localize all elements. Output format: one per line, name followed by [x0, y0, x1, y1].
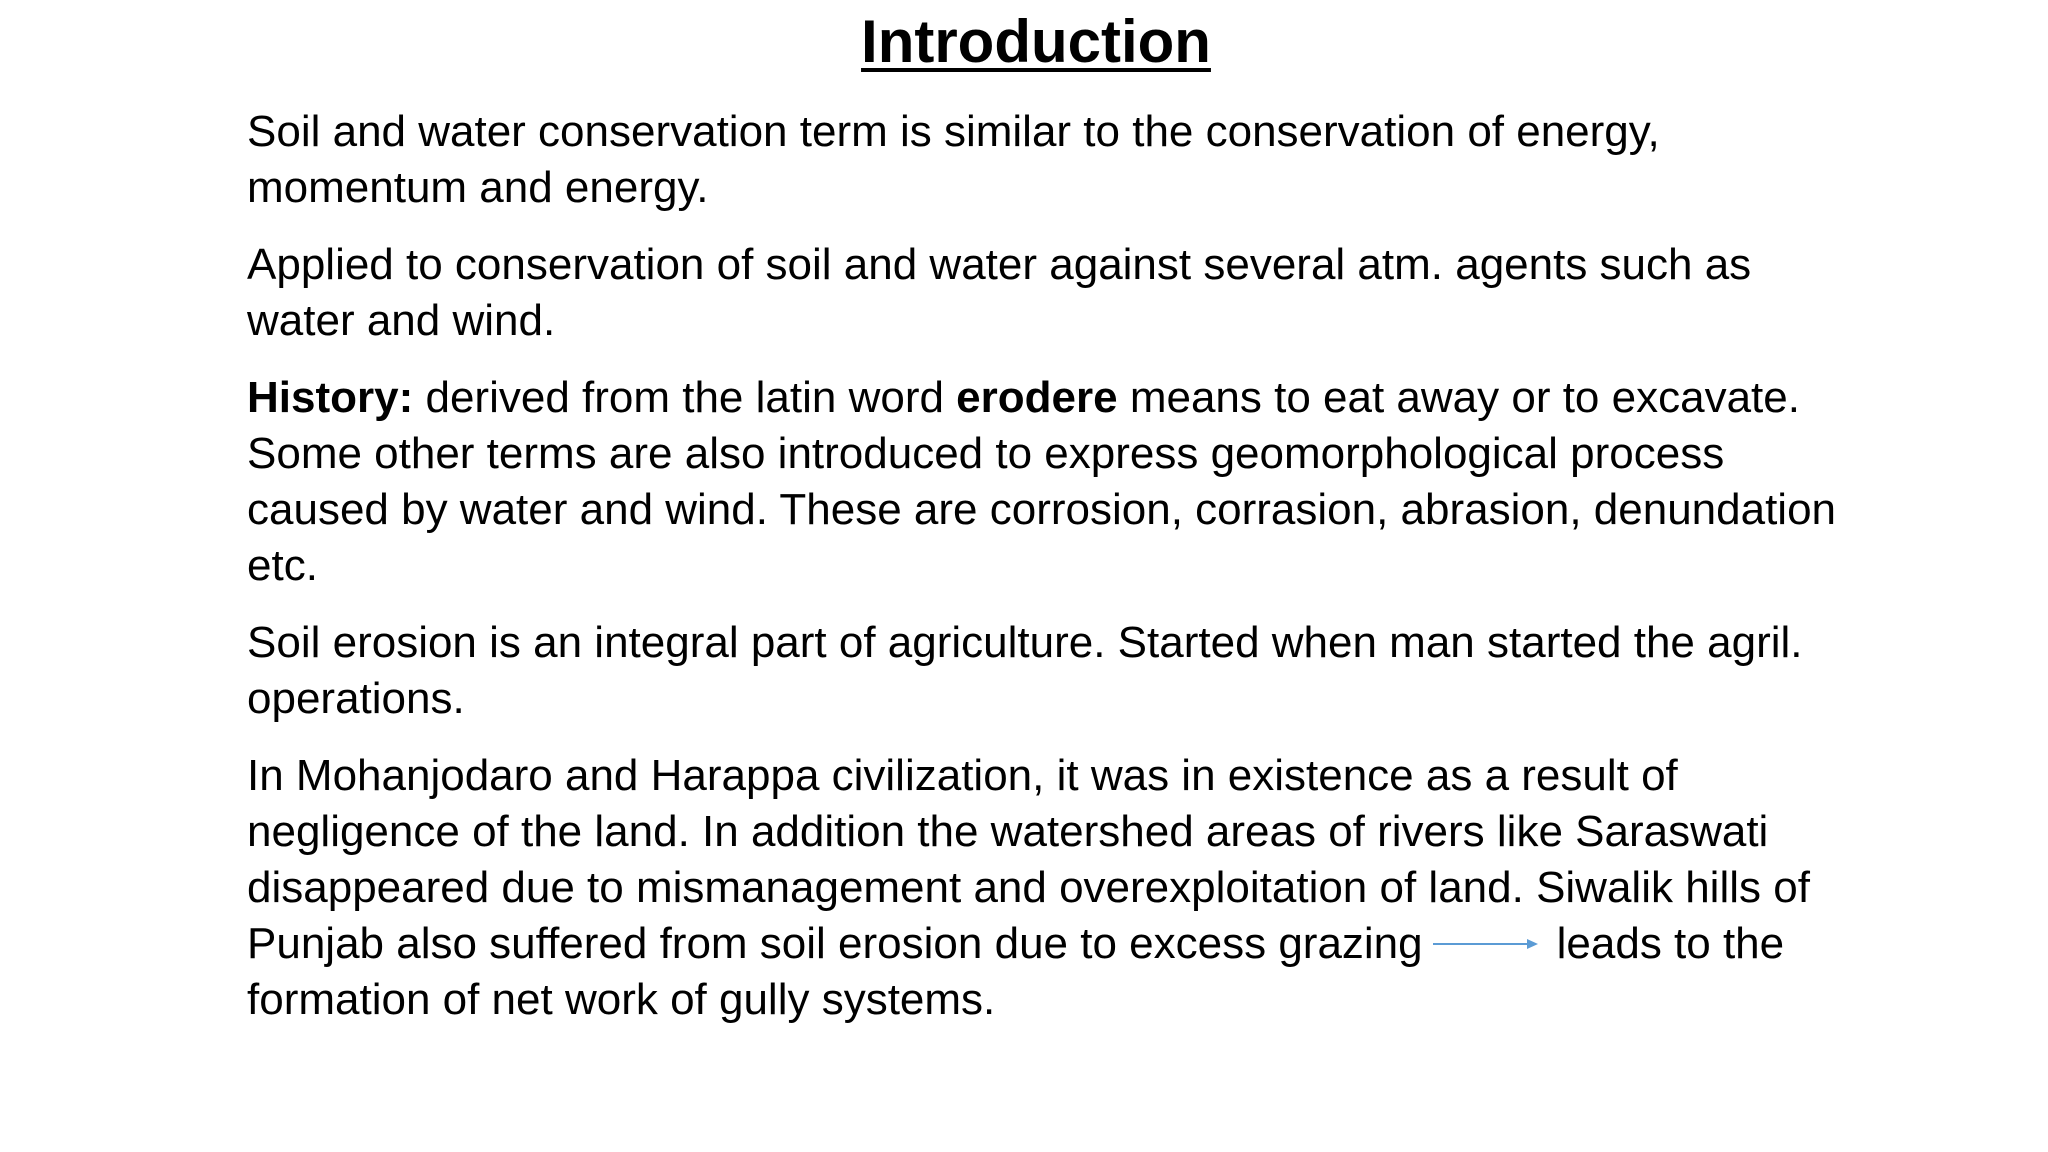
history-text-b: means to eat away or to excavate. Some other terms are also introduced to express geomorphological process caused by water and wind. These are corrosion, corrasion, abrasion, denundation etc. — [247, 373, 1837, 590]
slide-body — [247, 104, 1847, 1049]
history-text-a: derived from the latin word — [413, 373, 957, 422]
history-keyword: erodere — [956, 373, 1118, 422]
paragraph-civilization — [247, 748, 1847, 1028]
right-arrow-icon — [1431, 936, 1539, 952]
paragraph-applied-conservation: Applied to conservation of soil and water against several atm. agents such as water and wind. — [247, 240, 1752, 345]
paragraph-soil-erosion-agriculture: Soil erosion is an integral part of agriculture. Started when man started the agril. operations. — [247, 618, 1803, 723]
paragraph-history — [247, 370, 1847, 594]
paragraph-conservation-term: Soil and water conservation term is similar to the conservation of energy, momentum and energy. — [247, 107, 1660, 212]
civilization-text-a: In Mohanjodaro and Harappa civilization, it was in existence as a result of negligence of the land. In addition the watershed areas of rivers like Saraswati disappeared due to mismanagement and overexploitation of land. Siwalik hills of Punjab also suffered from soil erosion due to excess grazing — [247, 751, 1810, 968]
history-label: History: — [247, 373, 414, 422]
slide-title: Introduction — [861, 8, 1211, 75]
civilization-text-b: leads to the formation of net work of gully systems. — [247, 919, 1785, 1024]
